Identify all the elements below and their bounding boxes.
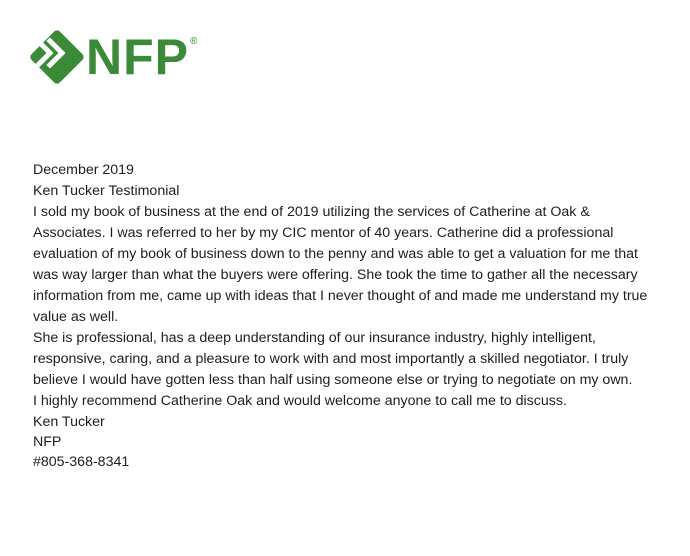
- letter-subject: Ken Tucker Testimonial: [33, 183, 180, 199]
- letter-date: December 2019: [33, 162, 134, 178]
- testimonial-letter: [33, 160, 658, 472]
- logo-wordmark: NFP: [86, 29, 189, 85]
- letter-paragraph: I sold my book of business at the end of 2019 utilizing the services of Catherine at Oak & Associates. I was referred to her by my CIC mentor of 40 years. Catherine did a professional evaluation of my book of business down to the penny and was able to get a valuation for me that was way larger than what the buyers were offering. She took the time to gather all the necessary information from me, came up with ideas that I never thought of and made me understand my true value as well.: [33, 204, 648, 325]
- registered-mark: ®: [190, 36, 198, 47]
- nfp-arrow-logo-icon: [30, 30, 84, 84]
- signature-company: NFP: [33, 434, 62, 450]
- signature-block: [33, 412, 658, 472]
- letter-paragraph: She is professional, has a deep understanding of our insurance industry, highly intelligent, responsive, caring, and a pleasure to work with and most importantly a skilled negotiator. I truly believe I would have gotten less than half using someone else or trying to negotiate on my own.: [33, 330, 633, 388]
- signature-name: Ken Tucker: [33, 414, 105, 430]
- signature-phone: #805-368-8341: [33, 454, 130, 470]
- nfp-logo: [30, 30, 197, 84]
- letter-paragraph: I highly recommend Catherine Oak and would welcome anyone to call me to discuss.: [33, 393, 567, 409]
